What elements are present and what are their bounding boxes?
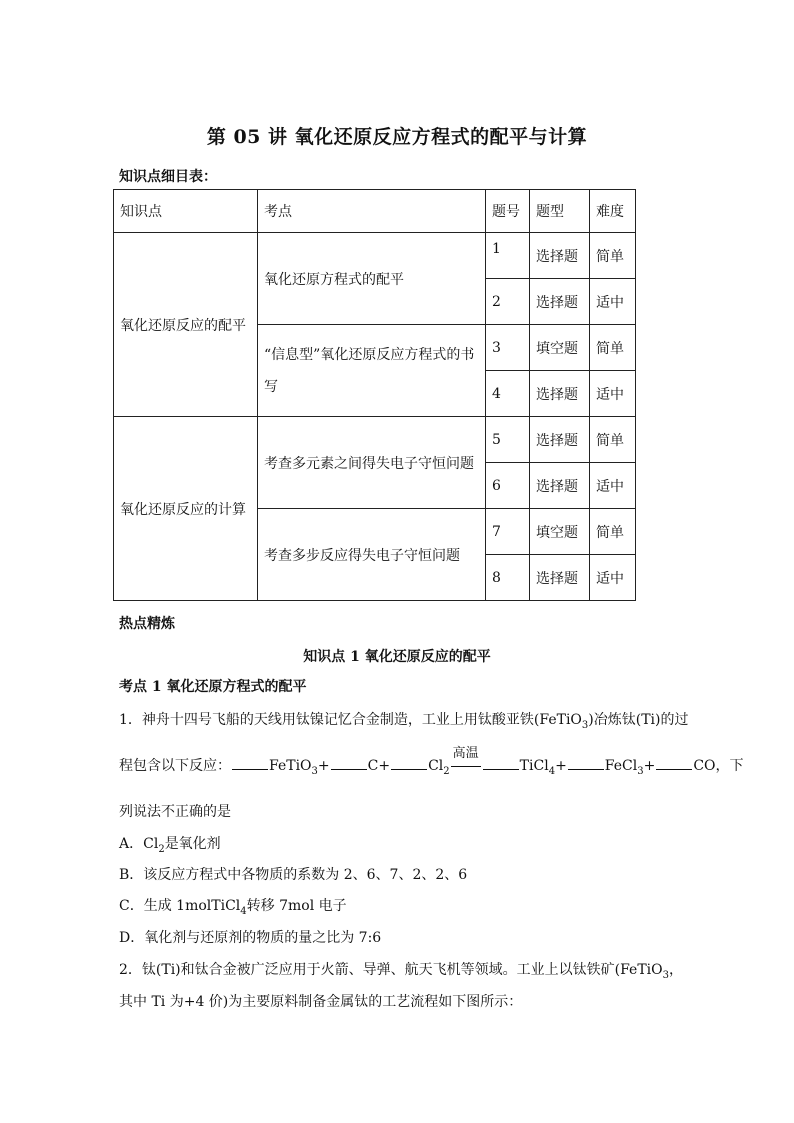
formula: FeTiO	[269, 758, 312, 774]
topic-line: 写	[264, 378, 278, 395]
knowledge-cell: 氧化还原反应的配平	[114, 233, 258, 417]
level-cell: 适中	[590, 463, 636, 509]
topic-cell: 考查多步反应得失电子守恒问题	[258, 509, 486, 601]
q2-text: ，	[669, 962, 684, 978]
num-cell: 8	[486, 555, 530, 601]
option-text: C．生成 1molTiCl	[119, 898, 241, 914]
level-cell: 简单	[590, 233, 636, 279]
subscript: 3	[311, 765, 318, 777]
table-row	[114, 233, 636, 279]
answer-blank[interactable]	[656, 768, 692, 770]
option-text: 是氧化剂	[164, 836, 221, 852]
knowledge-table	[113, 189, 636, 601]
subscript: 4	[240, 905, 247, 917]
topic-line: “信息型”氧化还原反应方程式的书	[264, 346, 475, 363]
num-cell: 3	[486, 325, 530, 371]
subscript: 3	[662, 969, 670, 981]
type-cell: 填空题	[530, 325, 590, 371]
q2-line1	[119, 959, 683, 981]
level-cell: 简单	[590, 509, 636, 555]
level-cell: 适中	[590, 279, 636, 325]
num-cell: 6	[486, 463, 530, 509]
table-header-cell: 题型	[530, 190, 590, 233]
table-header-cell: 题号	[486, 190, 530, 233]
condition-label: 高温	[452, 746, 479, 761]
level-cell: 适中	[590, 371, 636, 417]
q1-line1	[119, 709, 688, 731]
table-header-cell: 知识点	[114, 190, 258, 233]
q2-line2: 其中 Ti 为+4 价)为主要原料制备金属钛的工艺流程如下图所示：	[119, 994, 523, 1010]
formula: FeCl	[604, 758, 638, 774]
option-c	[119, 895, 347, 917]
subscript: 2	[443, 765, 450, 777]
q1-text: 程包含以下反应：	[119, 758, 231, 774]
knowledge-point-heading: 知识点 1 氧化还原反应的配平	[303, 649, 491, 665]
exam-point-heading: 考点 1 氧化还原方程式的配平	[119, 679, 307, 695]
topic-cell: 氧化还原方程式的配平	[258, 233, 486, 325]
option-text: A．Cl	[119, 836, 159, 852]
num-cell: 7	[486, 509, 530, 555]
subscript: 2	[158, 843, 165, 855]
q1-text: )冶炼钛(Ti)的过	[588, 712, 689, 728]
knowledge-cell: 氧化还原反应的计算	[114, 417, 258, 601]
table-header-row	[114, 190, 636, 233]
answer-blank[interactable]	[483, 768, 519, 770]
formula: +	[555, 758, 567, 774]
type-cell: 选择题	[530, 233, 590, 279]
option-b: B．该反应方程式中各物质的系数为 2、6、7、2、2、6	[119, 867, 468, 883]
type-cell: 选择题	[530, 279, 590, 325]
formula: TiCl	[519, 758, 549, 774]
table-row	[114, 417, 636, 463]
type-cell: 填空题	[530, 509, 590, 555]
section-heading: 热点精炼	[119, 616, 175, 632]
formula: +	[317, 758, 330, 774]
topic-cell: 考查多元素之间得失电子守恒问题	[258, 417, 486, 509]
answer-blank[interactable]	[232, 768, 268, 770]
formula: Cl	[428, 758, 444, 774]
formula: C+	[367, 758, 391, 774]
q1-equation-line	[119, 746, 744, 777]
subscript: 4	[548, 765, 556, 777]
option-text: 转移 7mol 电子	[246, 898, 347, 914]
formula: +	[643, 758, 656, 774]
reaction-line	[451, 766, 481, 767]
type-cell: 选择题	[530, 417, 590, 463]
answer-blank[interactable]	[391, 768, 427, 770]
table-header-cell: 难度	[590, 190, 636, 233]
option-a	[119, 833, 221, 855]
answer-blank[interactable]	[331, 768, 367, 770]
table-header-cell: 考点	[258, 190, 486, 233]
topic-cell	[258, 325, 486, 417]
type-cell: 选择题	[530, 463, 590, 509]
table-caption: 知识点细目表：	[119, 169, 217, 185]
subscript: 3	[637, 765, 644, 777]
reaction-condition	[451, 746, 481, 774]
q1-text: 1．神舟十四号飞船的天线用钛镍记忆合金制造，工业上用钛酸亚铁(FeTiO	[119, 712, 582, 728]
level-cell: 适中	[590, 555, 636, 601]
num-cell: 2	[486, 279, 530, 325]
answer-blank[interactable]	[568, 768, 604, 770]
num-cell: 4	[486, 371, 530, 417]
subscript: 3	[581, 719, 589, 731]
type-cell: 选择题	[530, 371, 590, 417]
q1-line3: 列说法不正确的是	[119, 804, 231, 820]
num-cell: 1	[486, 233, 530, 279]
level-cell: 简单	[590, 325, 636, 371]
level-cell: 简单	[590, 417, 636, 463]
type-cell: 选择题	[530, 555, 590, 601]
page-title: 第 05 讲 氧化还原反应方程式的配平与计算	[206, 126, 588, 148]
formula: CO，下	[693, 758, 744, 774]
num-cell: 5	[486, 417, 530, 463]
option-d: D．氧化剂与还原剂的物质的量之比为 7:6	[119, 930, 382, 946]
q2-text: 2．钛(Ti)和钛合金被广泛应用于火箭、导弹、航天飞机等领域。工业上以钛铁矿(FeTiO	[119, 962, 663, 978]
